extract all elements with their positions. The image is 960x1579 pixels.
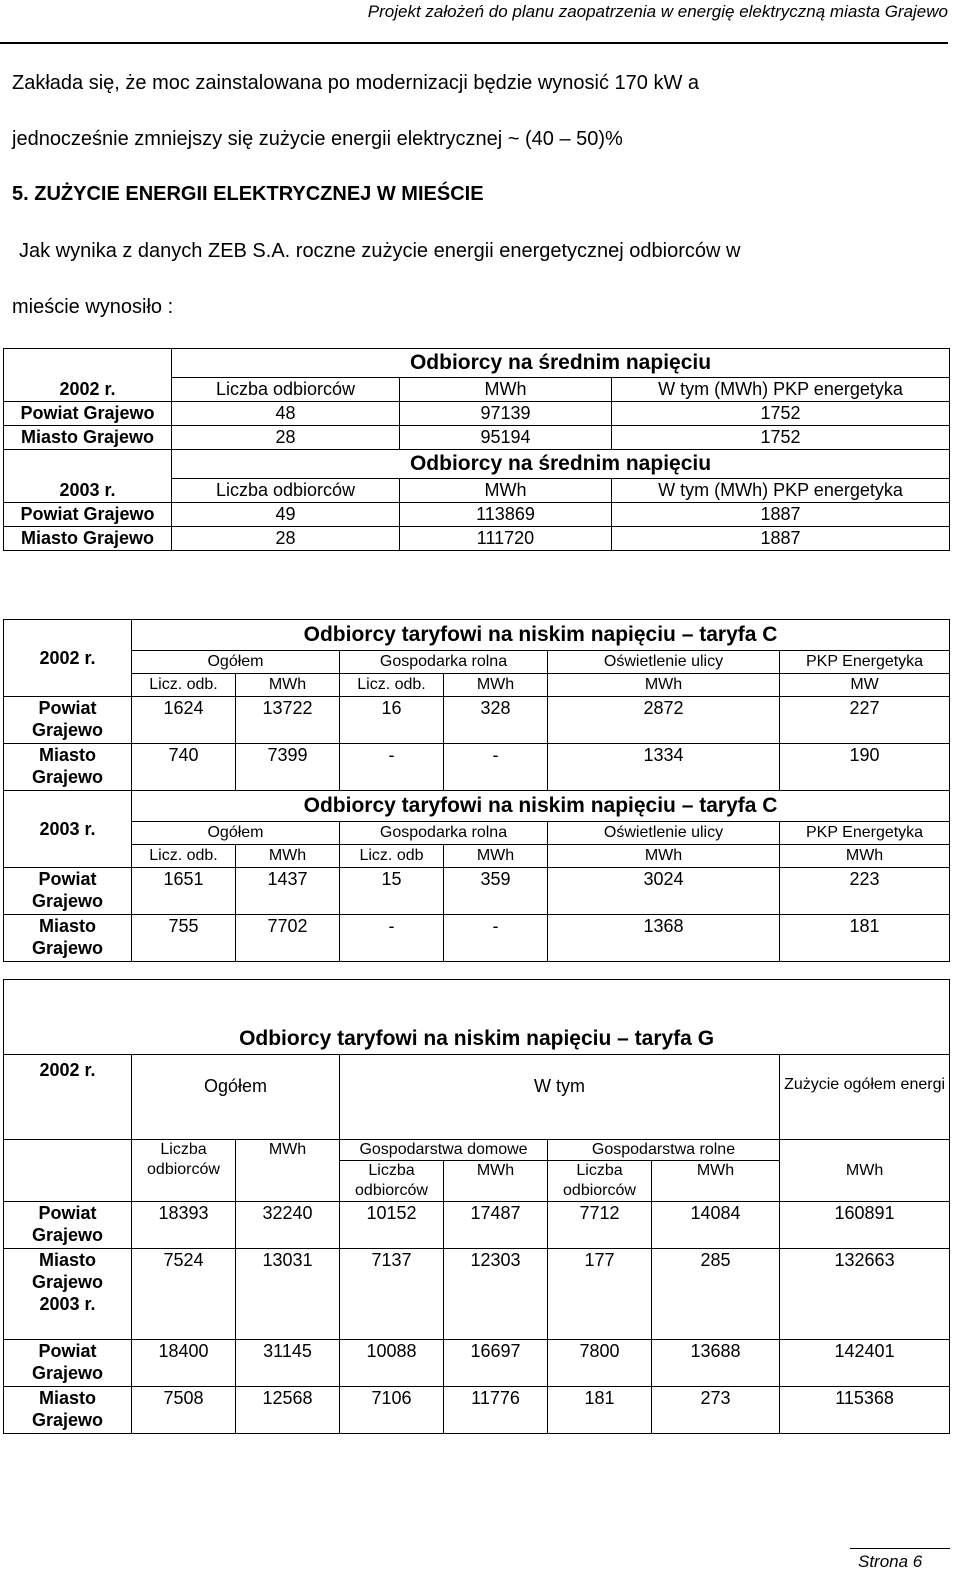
table-row (4, 402, 950, 426)
cell: 223 (780, 868, 950, 915)
col-header: W tym (MWh) PKP energetyka (612, 479, 950, 503)
sub-header: MWh (780, 1140, 950, 1202)
cell: 28 (172, 527, 400, 551)
cell: 273 (652, 1387, 780, 1434)
cell: 16 (340, 697, 444, 744)
table-title: Odbiorcy na średnim napięciu (172, 450, 950, 479)
cell: 13688 (652, 1340, 780, 1387)
cell: 48 (172, 402, 400, 426)
sub-header: MW (780, 674, 950, 697)
sub-header: MWh (236, 1140, 340, 1202)
row-label: Miasto Grajewo (4, 426, 172, 450)
row-label: Powiat Grajewo (4, 697, 132, 744)
table-row (4, 527, 950, 551)
row-label: Powiat Grajewo (4, 868, 132, 915)
empty-cell (4, 1140, 132, 1202)
year-cell: 2003 r. (4, 450, 172, 503)
cell: 17487 (444, 1202, 548, 1249)
cell: 16697 (444, 1340, 548, 1387)
cell: 328 (444, 697, 548, 744)
table-row (4, 1202, 950, 1249)
cell: 285 (652, 1249, 780, 1340)
cell: 1651 (132, 868, 236, 915)
sub-header: Liczba odbiorców (132, 1140, 236, 1202)
col-header: W tym (MWh) PKP energetyka (612, 378, 950, 402)
cell: 95194 (400, 426, 612, 450)
cell: 1752 (612, 426, 950, 450)
sub-header: MWh (652, 1161, 780, 1202)
cell: 7106 (340, 1387, 444, 1434)
year-cell: 2003 r. (4, 791, 132, 868)
col-header: Gospodarka rolna (340, 822, 548, 845)
cell: 1752 (612, 402, 950, 426)
table-row (4, 503, 950, 527)
col-header: Ogółem (132, 651, 340, 674)
col-header: Oświetlenie ulicy (548, 822, 780, 845)
sub-header: Licz. odb. (132, 674, 236, 697)
document-header: Projekt założeń do planu zaopatrzenia w energię elektryczną miasta Grajewo (367, 2, 948, 21)
sub-header: MWh (548, 674, 780, 697)
row-label: Miasto Grajewo (4, 527, 172, 551)
cell: - (444, 915, 548, 962)
cell: 7800 (548, 1340, 652, 1387)
cell: 97139 (400, 402, 612, 426)
cell: - (340, 744, 444, 791)
cell: - (444, 744, 548, 791)
cell: 28 (172, 426, 400, 450)
cell: 2872 (548, 697, 780, 744)
col-header: Zużycie ogółem energi (780, 1055, 950, 1140)
cell: 12303 (444, 1249, 548, 1340)
cell: 32240 (236, 1202, 340, 1249)
col-header: Liczba odbiorców (172, 479, 400, 503)
cell: 15 (340, 868, 444, 915)
cell: 11776 (444, 1387, 548, 1434)
row-label: Powiat Grajewo (4, 1202, 132, 1249)
cell: 13722 (236, 697, 340, 744)
col-header: MWh (400, 479, 612, 503)
table-title: Odbiorcy taryfowi na niskim napięciu – taryfa G (4, 980, 950, 1055)
col-header: W tym (340, 1055, 780, 1140)
sub-header: MWh (444, 845, 548, 868)
cell: 115368 (780, 1387, 950, 1434)
sub-header: Liczba odbiorców (548, 1161, 652, 1202)
sub-header: MWh (236, 845, 340, 868)
sub-header: MWh (236, 674, 340, 697)
cell: 111720 (400, 527, 612, 551)
page-number: Strona 6 (858, 1552, 923, 1571)
cell: 142401 (780, 1340, 950, 1387)
row-label (4, 1249, 132, 1340)
sub-header: Gospodarstwa domowe (340, 1140, 548, 1161)
cell: 10088 (340, 1340, 444, 1387)
table-title: Odbiorcy taryfowi na niskim napięciu – taryfa C (132, 620, 950, 651)
cell: 13031 (236, 1249, 340, 1340)
cell: - (340, 915, 444, 962)
cell: 49 (172, 503, 400, 527)
col-header: Gospodarka rolna (340, 651, 548, 674)
table-row (4, 697, 950, 744)
cell: 1624 (132, 697, 236, 744)
col-header: MWh (400, 378, 612, 402)
cell: 1887 (612, 503, 950, 527)
cell: 190 (780, 744, 950, 791)
cell: 31145 (236, 1340, 340, 1387)
intro-line-1: Zakłada się, że moc zainstalowana po modernizacji będzie wynosić 170 kW a (12, 72, 700, 94)
row-label: Miasto Grajewo (4, 1387, 132, 1434)
row-label: Miasto Grajewo (4, 744, 132, 791)
table-title: Odbiorcy na średnim napięciu (172, 349, 950, 378)
cell: 227 (780, 697, 950, 744)
cell: 10152 (340, 1202, 444, 1249)
table-row (4, 744, 950, 791)
sub-header: Licz. odb (340, 845, 444, 868)
year-cell: 2002 r. (4, 620, 132, 697)
col-header: PKP Energetyka (780, 651, 950, 674)
footer-divider (850, 1548, 950, 1549)
row-label: Powiat Grajewo (4, 503, 172, 527)
sub-header: MWh (444, 1161, 548, 1202)
sub-header: MWh (548, 845, 780, 868)
cell: 177 (548, 1249, 652, 1340)
row-label: Miasto Grajewo (4, 915, 132, 962)
cell: 18393 (132, 1202, 236, 1249)
table-title: Odbiorcy taryfowi na niskim napięciu – taryfa C (132, 791, 950, 822)
row-label: Powiat Grajewo (4, 402, 172, 426)
header-divider (0, 42, 948, 44)
section-heading: 5. ZUŻYCIE ENERGII ELEKTRYCZNEJ W MIEŚCIE (12, 183, 484, 205)
section-line-1: Jak wynika z danych ZEB S.A. roczne zużycie energii energetycznej odbiorców w (19, 240, 741, 262)
table-row (4, 868, 950, 915)
cell: 113869 (400, 503, 612, 527)
cell: 7712 (548, 1202, 652, 1249)
table-row (4, 1340, 950, 1387)
sub-header: Liczba odbiorców (340, 1161, 444, 1202)
table-row (4, 1249, 950, 1340)
year-cell: 2002 r. (4, 349, 172, 402)
cell: 1334 (548, 744, 780, 791)
row-label-text: Miasto Grajewo (31, 1250, 104, 1292)
cell: 1887 (612, 527, 950, 551)
intro-line-2: jednocześnie zmniejszy się zużycie energii elektrycznej ~ (40 – 50)% (12, 128, 623, 150)
cell: 7508 (132, 1387, 236, 1434)
cell: 181 (780, 915, 950, 962)
sub-header: Licz. odb. (132, 845, 236, 868)
table-row (4, 915, 950, 962)
cell: 18400 (132, 1340, 236, 1387)
cell: 7399 (236, 744, 340, 791)
cell: 132663 (780, 1249, 950, 1340)
col-header: PKP Energetyka (780, 822, 950, 845)
table-tariff-c (3, 619, 950, 962)
cell: 181 (548, 1387, 652, 1434)
col-header: Liczba odbiorców (172, 378, 400, 402)
sub-header: MWh (780, 845, 950, 868)
table-tariff-g (3, 979, 950, 1434)
cell: 12568 (236, 1387, 340, 1434)
col-header: Ogółem (132, 1055, 340, 1140)
cell: 740 (132, 744, 236, 791)
cell: 7524 (132, 1249, 236, 1340)
table-row (4, 1387, 950, 1434)
cell: 1368 (548, 915, 780, 962)
cell: 359 (444, 868, 548, 915)
col-header: Ogółem (132, 822, 340, 845)
sub-header: Gospodarstwa rolne (548, 1140, 780, 1161)
cell: 7137 (340, 1249, 444, 1340)
sub-header: MWh (444, 674, 548, 697)
cell: 14084 (652, 1202, 780, 1249)
cell: 1437 (236, 868, 340, 915)
year-cell: 2002 r. (4, 1055, 132, 1140)
row-label: Powiat Grajewo (4, 1340, 132, 1387)
section-line-2: mieście wynosiło : (12, 296, 174, 318)
cell: 7702 (236, 915, 340, 962)
cell: 3024 (548, 868, 780, 915)
year-label: 2003 r. (39, 1294, 96, 1314)
sub-header: Licz. odb. (340, 674, 444, 697)
cell: 755 (132, 915, 236, 962)
col-header: Oświetlenie ulicy (548, 651, 780, 674)
table-medium-voltage (3, 348, 950, 551)
table-row (4, 426, 950, 450)
cell: 160891 (780, 1202, 950, 1249)
